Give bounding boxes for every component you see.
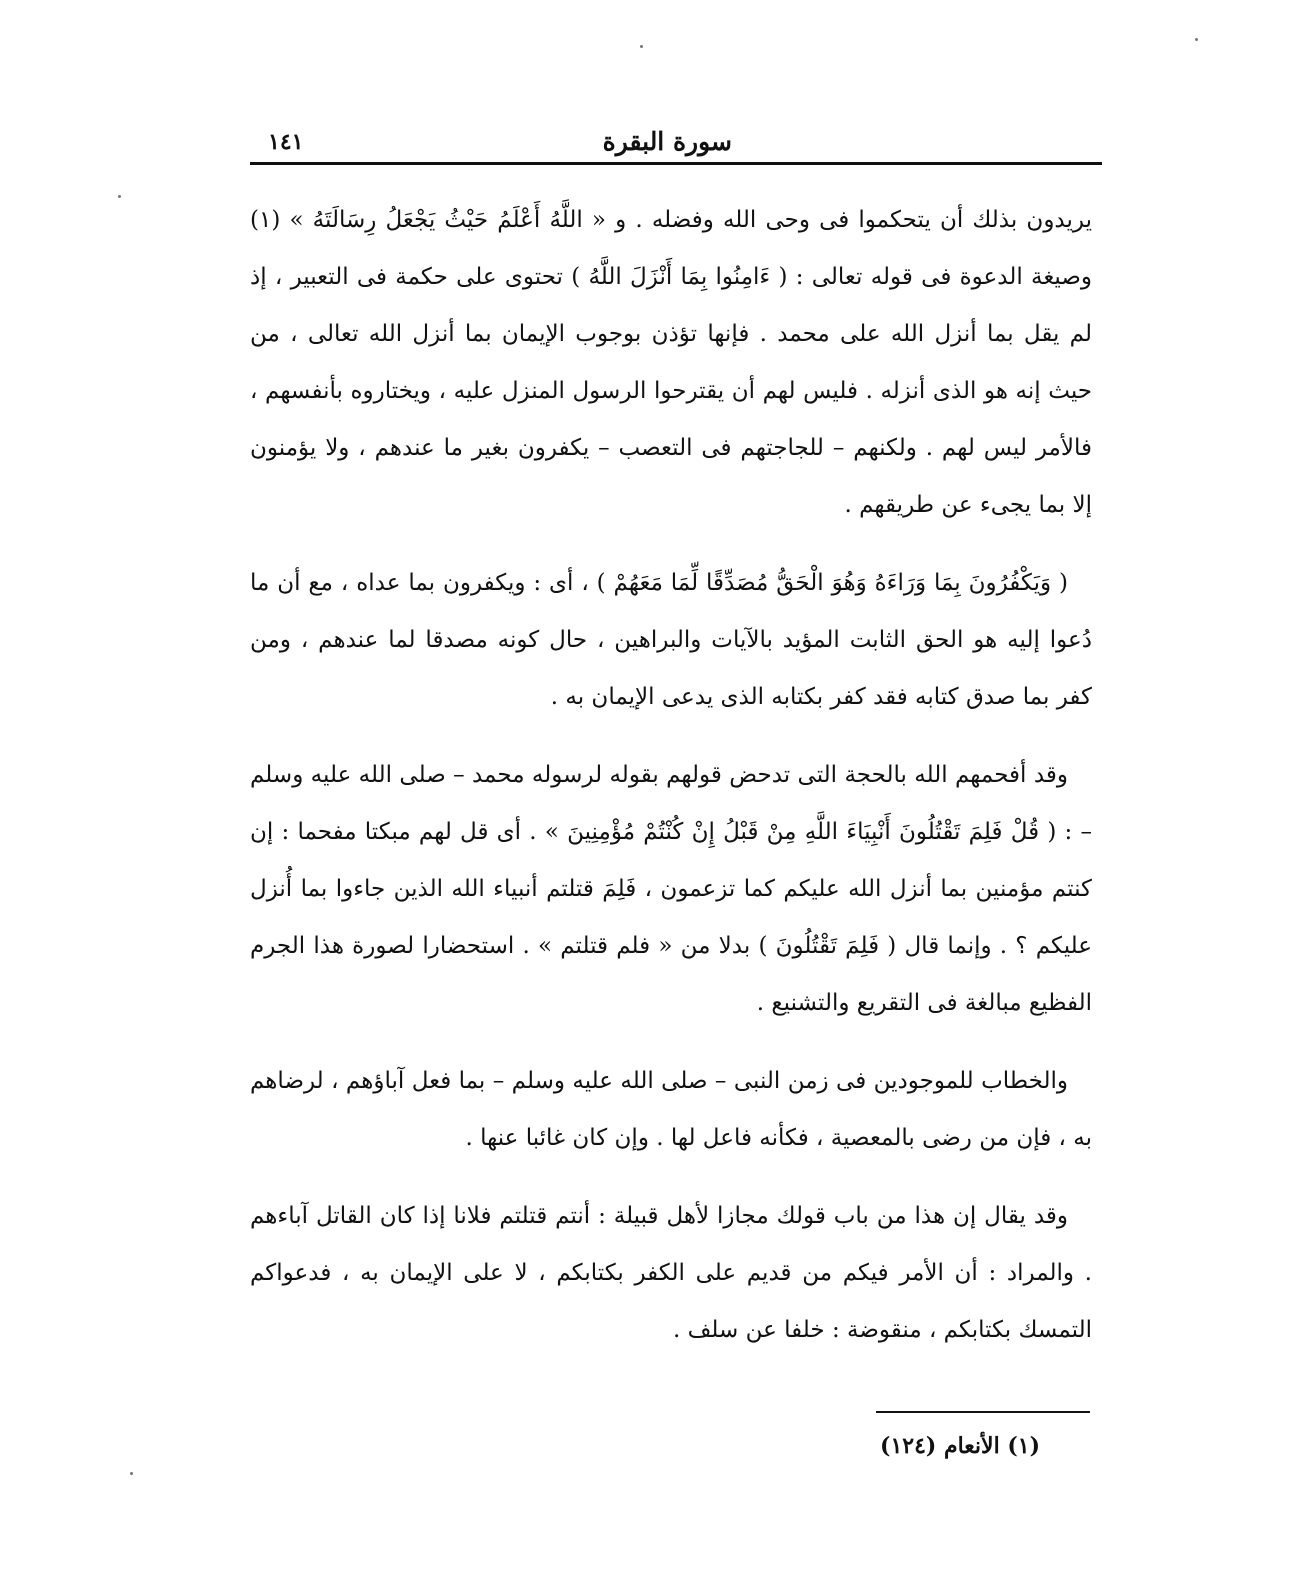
header-rule (250, 162, 1102, 165)
page-title: سورة البقرة (602, 127, 732, 156)
footnote: (١) الأنعام (١٢٤) (880, 1433, 1040, 1459)
paragraph: وقد يقال إن هذا من باب قولك مجازا لأهل قبيلة : أنتم قتلتم فلانا إذا كان القاتل آباءهم . والمراد : أن الأمر فيكم من قديم على الكفر بكتابكم ، لا على الإيمان به ، فدعواكم التمسك بكتابكم ، منقوضة : خلفا عن سلف . (250, 1203, 1092, 1343)
scan-speck (640, 45, 643, 48)
body-text (250, 192, 1092, 1380)
page-header (250, 125, 1102, 165)
scan-speck (1195, 38, 1198, 41)
scan-speck (118, 195, 121, 198)
scan-speck (130, 1472, 133, 1475)
paragraph: وقد أفحمهم الله بالحجة التى تدحض قولهم بقوله لرسوله محمد – صلى الله عليه وسلم – : ( قُلْ فَلِمَ تَقْتُلُونَ أَنْبِيَاءَ اللَّهِ مِنْ قَبْلُ إِنْ كُنْتُمْ مُؤْمِنِينَ » . أى قل لهم مبكتا مفحما : إن كنتم مؤمنين بما أنزل الله عليكم كما تزعمون ، فَلِمَ قتلتم أنبياء الله الذين جاءوا بما أُنزل عليكم ؟ . وإنما قال ( فَلِمَ تَقْتُلُونَ ) بدلا من « فلم قتلتم » . استحضارا لصورة هذا الجرم الفظيع مبالغة فى التقريع والتشنيع . (250, 762, 1092, 1016)
paragraph: ( وَيَكْفُرُونَ بِمَا وَرَاءَهُ وَهُوَ الْحَقُّ مُصَدِّقًا لِّمَا مَعَهُمْ ) ، أى : ويكفرون بما عداه ، مع أن ما دُعوا إليه هو الحق الثابت المؤيد بالآيات والبراهين ، حال كونه مصدقا لما عندهم ، ومن كفر بما صدق كتابه فقد كفر بكتابه الذى يدعى الإيمان به . (250, 570, 1092, 710)
paragraph: يريدون بذلك أن يتحكموا فى وحى الله وفضله . و « اللَّهُ أَعْلَمُ حَيْثُ يَجْعَلُ رِسَالَتَهُ » (١) وصيغة الدعوة فى قوله تعالى : ( ءَامِنُوا بِمَا أَنْزَلَ اللَّهُ ) تحتوى على حكمة فى التعبير ، إذ لم يقل بما أنزل الله على محمد . فإنها تؤذن بوجوب الإيمان بما أنزل الله تعالى ، من حيث إنه هو الذى أنزله . فليس لهم أن يقترحوا الرسول المنزل عليه ، ويختاروه بأنفسهم ، فالأمر ليس لهم . ولكنهم – للجاجتهم فى التعصب – يكفرون بغير ما عندهم ، ولا يؤمنون إلا بما يجىء عن طريقهم . (250, 207, 1092, 518)
page-number: ١٤١ (268, 129, 304, 155)
footnote-rule (876, 1411, 1090, 1413)
paragraph: والخطاب للموجودين فى زمن النبى – صلى الله عليه وسلم – بما فعل آباؤهم ، لرضاهم به ، فإن من رضى بالمعصية ، فكأنه فاعل لها . وإن كان غائبا عنها . (250, 1068, 1092, 1151)
